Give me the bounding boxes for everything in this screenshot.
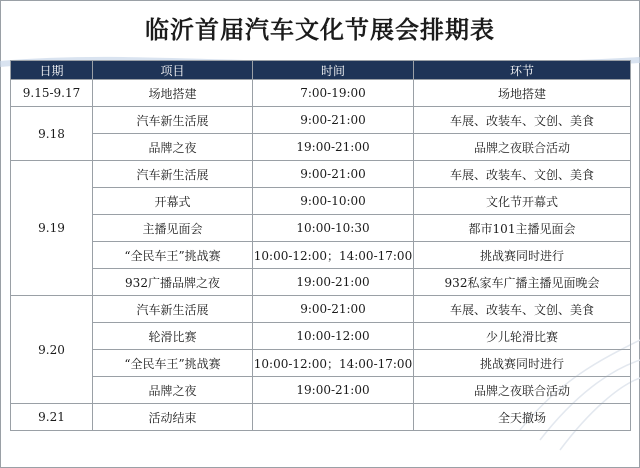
column-header-item: 项目 [93,61,253,80]
date-cell: 9.18 [11,107,93,161]
segment-cell: 场地搭建 [414,80,631,107]
table-row [11,242,631,269]
time-cell [253,404,414,431]
time-cell: 9:00-21:00 [253,296,414,323]
item-cell: 汽车新生活展 [93,107,253,134]
item-cell: 主播见面会 [93,215,253,242]
item-cell: 活动结束 [93,404,253,431]
time-cell: 9:00-21:00 [253,107,414,134]
segment-cell: 挑战赛同时进行 [414,350,631,377]
segment-cell: 品牌之夜联合活动 [414,377,631,404]
date-cell: 9.15-9.17 [11,80,93,107]
table-row [11,296,631,323]
table-row [11,107,631,134]
table-row [11,134,631,161]
table-row [11,404,631,431]
table-row [11,377,631,404]
table-row [11,80,631,107]
segment-cell: 932私家车广播主播见面晚会 [414,269,631,296]
table-row [11,215,631,242]
segment-cell: 车展、改装车、文创、美食 [414,296,631,323]
date-cell: 9.19 [11,161,93,296]
page-title: 临沂首届汽车文化节展会排期表 [145,15,495,44]
table-row [11,323,631,350]
item-cell: “全民车王”挑战赛 [93,242,253,269]
schedule-table [10,60,631,431]
item-cell: 轮滑比赛 [93,323,253,350]
time-cell: 10:00-12:00；14:00-17:00 [253,242,414,269]
time-cell: 7:00-19:00 [253,80,414,107]
item-cell: “全民车王”挑战赛 [93,350,253,377]
segment-cell: 全天撤场 [414,404,631,431]
segment-cell: 品牌之夜联合活动 [414,134,631,161]
column-header-time: 时间 [253,61,414,80]
time-cell: 10:00-12:00；14:00-17:00 [253,350,414,377]
item-cell: 开幕式 [93,188,253,215]
item-cell: 场地搭建 [93,80,253,107]
item-cell: 品牌之夜 [93,134,253,161]
time-cell: 10:00-10:30 [253,215,414,242]
table-header-row [11,61,631,80]
table-row [11,350,631,377]
time-cell: 19:00-21:00 [253,134,414,161]
item-cell: 品牌之夜 [93,377,253,404]
segment-cell: 车展、改装车、文创、美食 [414,107,631,134]
time-cell: 9:00-10:00 [253,188,414,215]
time-cell: 10:00-12:00 [253,323,414,350]
table-body [11,80,631,431]
table-row [11,161,631,188]
segment-cell: 都市101主播见面会 [414,215,631,242]
segment-cell: 挑战赛同时进行 [414,242,631,269]
time-cell: 9:00-21:00 [253,161,414,188]
table-row [11,188,631,215]
time-cell: 19:00-21:00 [253,377,414,404]
item-cell: 汽车新生活展 [93,161,253,188]
table-row [11,269,631,296]
item-cell: 汽车新生活展 [93,296,253,323]
segment-cell: 少儿轮滑比赛 [414,323,631,350]
segment-cell: 车展、改装车、文创、美食 [414,161,631,188]
item-cell: 932广播品牌之夜 [93,269,253,296]
date-cell: 9.21 [11,404,93,431]
segment-cell: 文化节开幕式 [414,188,631,215]
column-header-segment: 环节 [414,61,631,80]
time-cell: 19:00-21:00 [253,269,414,296]
column-header-date: 日期 [11,61,93,80]
date-cell: 9.20 [11,296,93,404]
